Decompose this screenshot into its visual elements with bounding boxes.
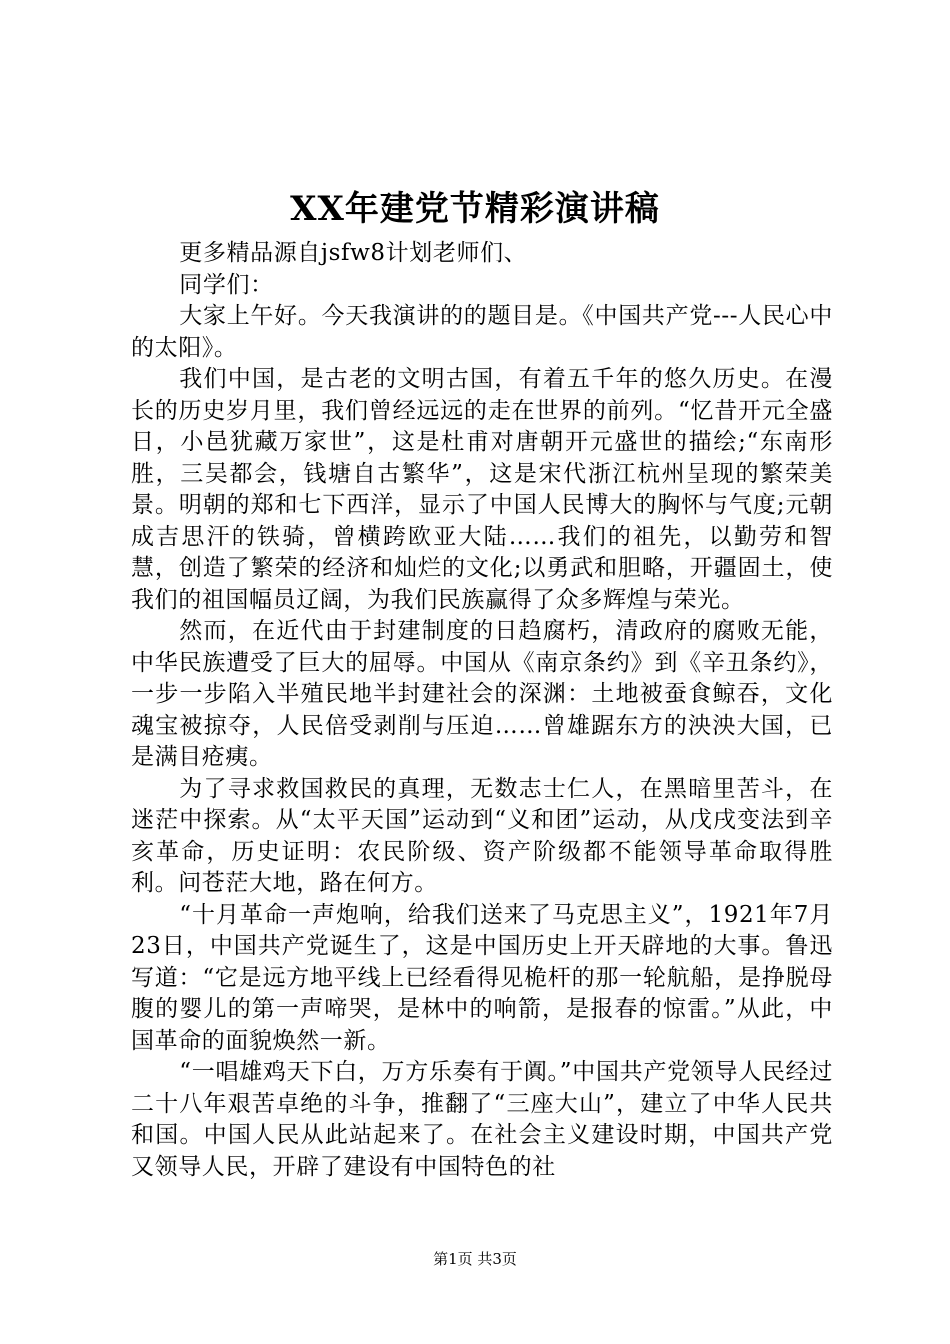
paragraph: 我们中国，是古老的文明古国，有着五千年的悠久历史。在漫长的历史岁月里，我们曾经远远的走在世界的前列。“忆昔开元全盛日，小邑犹藏万家世”，这是杜甫对唐朝开元盛世的描绘;“东南形胜，三吴都会，钱塘自古繁华”，这是宋代浙江杭州呈现的繁荣美景。明朝的郑和七下西洋，显示了中国人民博大的胸怀与气度;元朝成吉思汗的铁骑，曾横跨欧亚大陆……我们的祖先，以勤劳和智慧，创造了繁荣的经济和灿烂的文化;以勇武和胆略，开疆固土，使我们的祖国幅员辽阔，为我们民族赢得了众多辉煌与荣光。	[131, 366, 833, 613]
paragraph: 更多精品源自jsfw8计划老师们、	[179, 240, 528, 266]
document-body	[131, 238, 833, 1183]
paragraph: “一唱雄鸡天下白，万方乐奏有于阗。”中国共产党领导人民经过二十八年艰苦卓绝的斗争，推翻了“三座大山”，建立了中华人民共和国。中国人民从此站起来了。在社会主义建设时期，中国共产党又领导人民，开辟了建设有中国特色的社	[131, 1059, 833, 1180]
page-footer: 第1页 共3页	[433, 1250, 517, 1268]
paragraph: 为了寻求救国救民的真理，无数志士仁人，在黑暗里苦斗，在迷茫中探索。从“太平天国”运动到“义和团”运动，从戊戌变法到辛亥革命，历史证明：农民阶级、资产阶级都不能领导革命取得胜利。问苍茫大地，路在何方。	[131, 775, 833, 896]
paragraph: 同学们：	[179, 271, 274, 298]
paragraph: 大家上午好。今天我演讲的的题目是。《中国共产党---人民心中的太阳》。	[131, 303, 833, 361]
paragraph: 然而，在近代由于封建制度的日趋腐朽，清政府的腐败无能，中华民族遭受了巨大的屈辱。中国从《南京条约》到《辛丑条约》，一步一步陷入半殖民地半封建社会的深渊：土地被蚕食鲸吞，文化魂宝被掠夺，人民倍受剥削与压迫……曾雄踞东方的泱泱大国，已是满目疮痍。	[131, 618, 833, 770]
paragraph: “十月革命一声炮响，给我们送来了马克思主义”，1921年7月23日，中国共产党诞生了，这是中国历史上开天辟地的大事。鲁迅写道：“它是远方地平线上已经看得见桅杆的那一轮航船，是挣脱母腹的婴儿的第一声啼哭，是林中的响箭，是报春的惊雷。”从此，中国革命的面貌焕然一新。	[131, 901, 833, 1054]
document-title: XX年建党节精彩演讲稿	[290, 189, 660, 229]
